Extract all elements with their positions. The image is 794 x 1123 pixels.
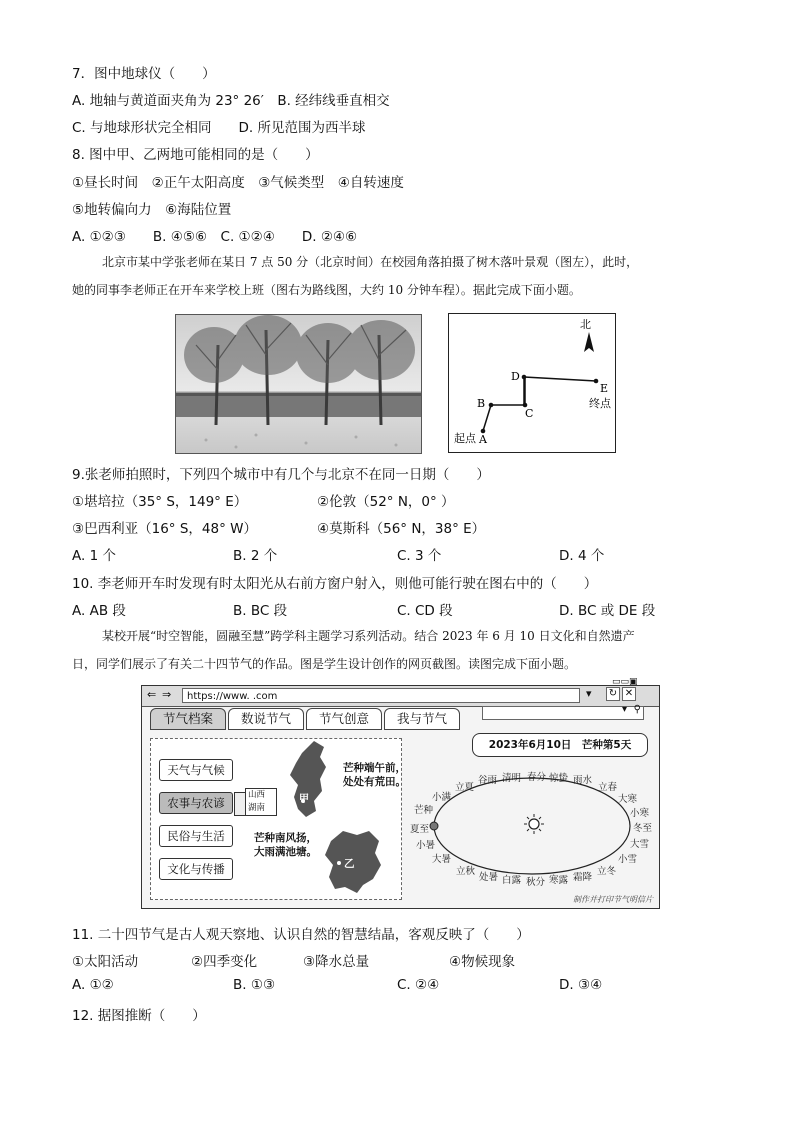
tab-shuoshuo[interactable]: 数说节气 xyxy=(228,708,304,730)
q11-item-2: ②四季变化 xyxy=(191,954,258,970)
term-chushu: 处暑 xyxy=(479,872,499,883)
q7-options-ab: A. 地轴与黄道面夹角为 23° 26′ B. 经纬线垂直相交 xyxy=(72,93,390,109)
q8-stem: 8. 图中甲、乙两地可能相同的是（ ） xyxy=(72,147,319,163)
q9-city-2: ②伦敦（52° N，0° ） xyxy=(317,494,455,510)
q10-option-a: A. AB 段 xyxy=(72,603,126,619)
route-map xyxy=(448,313,616,453)
term-xiazhi: 夏至 xyxy=(410,824,430,835)
proverb-2-line1: 芒种南风扬， xyxy=(254,832,317,844)
term-lidong: 立冬 xyxy=(597,866,617,877)
passage2-line2: 日，同学们展示了有关二十四节气的作品。图是学生设计创作的网页截图。读图完成下面小题。 xyxy=(72,657,577,671)
print-postcard-link[interactable]: 制作并打印节气明信片 xyxy=(573,895,653,904)
q8-items-1: ①昼长时间 ②正午太阳高度 ③气候类型 ④自转速度 xyxy=(72,175,404,191)
province-box xyxy=(245,788,277,816)
solar-terms-orbit xyxy=(404,766,656,894)
term-dongzhi: 冬至 xyxy=(633,823,653,834)
q11-item-4: ④物候现象 xyxy=(449,954,516,970)
search-dropdown-icon[interactable]: ▾ xyxy=(621,704,627,715)
q9-city-1: ①堪培拉（35° S，149° E） xyxy=(72,494,248,510)
dropdown-arrow-icon[interactable]: ▾ xyxy=(586,687,592,700)
term-mangzhong: 芒种 xyxy=(414,805,434,816)
q9-option-a: A. 1 个 xyxy=(72,548,116,564)
tab-jieqi-archive[interactable]: 节气档案 xyxy=(150,708,226,730)
term-liqiu: 立秋 xyxy=(456,866,476,877)
term-lixia: 立夏 xyxy=(455,782,475,793)
refresh-icon[interactable]: ↻ xyxy=(606,687,620,701)
q10-stem: 10. 李老师开车时发现有时太阳光从右前方窗户射入，则他可能行驶在图右中的（ ） xyxy=(72,576,598,592)
passage1-line1: 北京市某中学张老师在某日 7 点 50 分（北京时间）在校园角落拍摄了树木落叶景观（图左），此时， xyxy=(102,255,639,269)
q11-option-c: C. ②④ xyxy=(397,977,440,993)
back-arrow-icon[interactable]: ⇐ xyxy=(147,688,157,701)
proverb-2 xyxy=(254,831,317,859)
place-jia-label: 甲 xyxy=(299,794,309,805)
term-yushui: 雨水 xyxy=(573,775,593,786)
q9-city-4: ④莫斯科（56° N，38° E） xyxy=(317,521,486,537)
q10-option-c: C. CD 段 xyxy=(397,603,453,619)
q8-options: A. ①②③ B. ④⑤⑥ C. ①②④ D. ②④⑥ xyxy=(72,229,358,245)
url-field[interactable]: https://www. .com xyxy=(182,688,580,703)
term-qiufen: 秋分 xyxy=(526,877,546,888)
term-bailu: 白露 xyxy=(502,875,522,886)
term-xiaoshu: 小暑 xyxy=(416,840,436,851)
q11-option-a: A. ①② xyxy=(72,977,114,993)
term-shuangjiang: 霜降 xyxy=(573,872,593,883)
passage2-line1: 某校开展“时空智能，圆融至慧”跨学科主题学习系列活动。结合 2023 年 6 月 10 日文化和自然遗产 xyxy=(102,629,635,643)
q11-option-b: B. ①③ xyxy=(233,977,276,993)
q11-stem: 11. 二十四节气是古人观天察地、认识自然的智慧结晶，客观反映了（ ） xyxy=(72,927,530,943)
tab-me-and-jieqi[interactable]: 我与节气 xyxy=(384,708,460,730)
category-folk[interactable]: 民俗与生活 xyxy=(159,825,233,847)
point-d-label: D xyxy=(511,370,520,383)
passage1-line2: 她的同事李老师正在开车来学校上班（图右为路线图，大约 10 分钟车程）。据此完成下面小题。 xyxy=(72,283,581,297)
term-dahan: 大寒 xyxy=(618,794,638,805)
browser-address-bar xyxy=(142,677,659,707)
fallen-leaves-photo xyxy=(175,314,422,454)
proverb-1-line2: 处处有荒田。 xyxy=(343,776,406,788)
sun-icon xyxy=(524,814,544,834)
shanxi-map xyxy=(276,739,336,821)
q9-option-d: D. 4 个 xyxy=(559,548,605,564)
term-chunfen: 春分 xyxy=(527,772,547,783)
term-hanlu: 寒露 xyxy=(549,875,569,886)
search-icon[interactable]: ⚲ xyxy=(633,704,641,715)
proverb-2-line2: 大雨满池塘。 xyxy=(254,846,317,858)
proverb-1-line1: 芒种端午前， xyxy=(343,762,406,774)
q10-option-b: B. BC 段 xyxy=(233,603,288,619)
province-hunan: 湖南 xyxy=(248,803,266,813)
place-yi-dot xyxy=(337,861,341,865)
proverb-1 xyxy=(343,761,406,789)
tab-creative[interactable]: 节气创意 xyxy=(306,708,382,730)
archive-panel xyxy=(150,738,406,900)
point-c-label: C xyxy=(525,407,534,420)
q11-item-1: ①太阳活动 xyxy=(72,954,139,970)
category-weather[interactable]: 天气与气候 xyxy=(159,759,233,781)
term-jingzhe: 惊蛰 xyxy=(549,773,569,784)
term-dashu: 大暑 xyxy=(432,854,452,865)
place-yi-label: 乙 xyxy=(344,858,355,870)
end-label: 终点 xyxy=(589,397,611,410)
start-label: 起点 xyxy=(454,432,476,445)
point-b-label: B xyxy=(477,397,486,410)
date-banner: 2023年6月10日 芒种第5天 xyxy=(472,733,648,757)
q10-option-d: D. BC 或 DE 段 xyxy=(559,603,656,619)
north-label: 北 xyxy=(580,318,591,331)
stop-icon[interactable]: ✕ xyxy=(622,687,636,701)
forward-arrow-icon[interactable]: ⇒ xyxy=(162,688,172,701)
category-farming[interactable]: 农事与农谚 xyxy=(159,792,233,814)
window-controls-icon[interactable]: ▭▭▣ xyxy=(612,677,638,687)
point-a-label: A xyxy=(479,433,487,446)
q12-stem: 12. 据图推断（ ） xyxy=(72,1008,206,1024)
point-e-label: E xyxy=(600,382,609,395)
term-guyu: 谷雨 xyxy=(478,775,498,786)
north-arrow-icon xyxy=(584,332,594,352)
q11-option-d: D. ③④ xyxy=(559,977,603,993)
term-xiaohan: 小寒 xyxy=(630,808,650,819)
q8-items-2: ⑤地转偏向力 ⑥海陆位置 xyxy=(72,202,232,218)
search-box[interactable] xyxy=(482,706,644,720)
term-xiaoxue: 小雪 xyxy=(618,854,638,865)
route-line xyxy=(483,377,596,431)
category-culture[interactable]: 文化与传播 xyxy=(159,858,233,880)
term-xiaoman: 小满 xyxy=(432,792,452,803)
q7-options-cd: C. 与地球形状完全相同 D. 所见范围为西半球 xyxy=(72,120,366,136)
q9-option-b: B. 2 个 xyxy=(233,548,278,564)
q9-stem: 9.张老师拍照时，下列四个城市中有几个与北京不在同一日期（ ） xyxy=(72,467,490,483)
province-shanxi: 山西 xyxy=(248,790,266,800)
term-lichun: 立春 xyxy=(598,782,618,793)
q9-city-3: ③巴西利亚（16° S，48° W） xyxy=(72,521,257,537)
q7-stem: 7．图中地球仪（ ） xyxy=(72,66,216,82)
q11-item-3: ③降水总量 xyxy=(303,954,370,970)
webpage-screenshot xyxy=(141,677,660,909)
term-qingming: 清明 xyxy=(502,773,522,784)
q9-option-c: C. 3 个 xyxy=(397,548,442,564)
term-daxue: 大雪 xyxy=(630,839,650,850)
